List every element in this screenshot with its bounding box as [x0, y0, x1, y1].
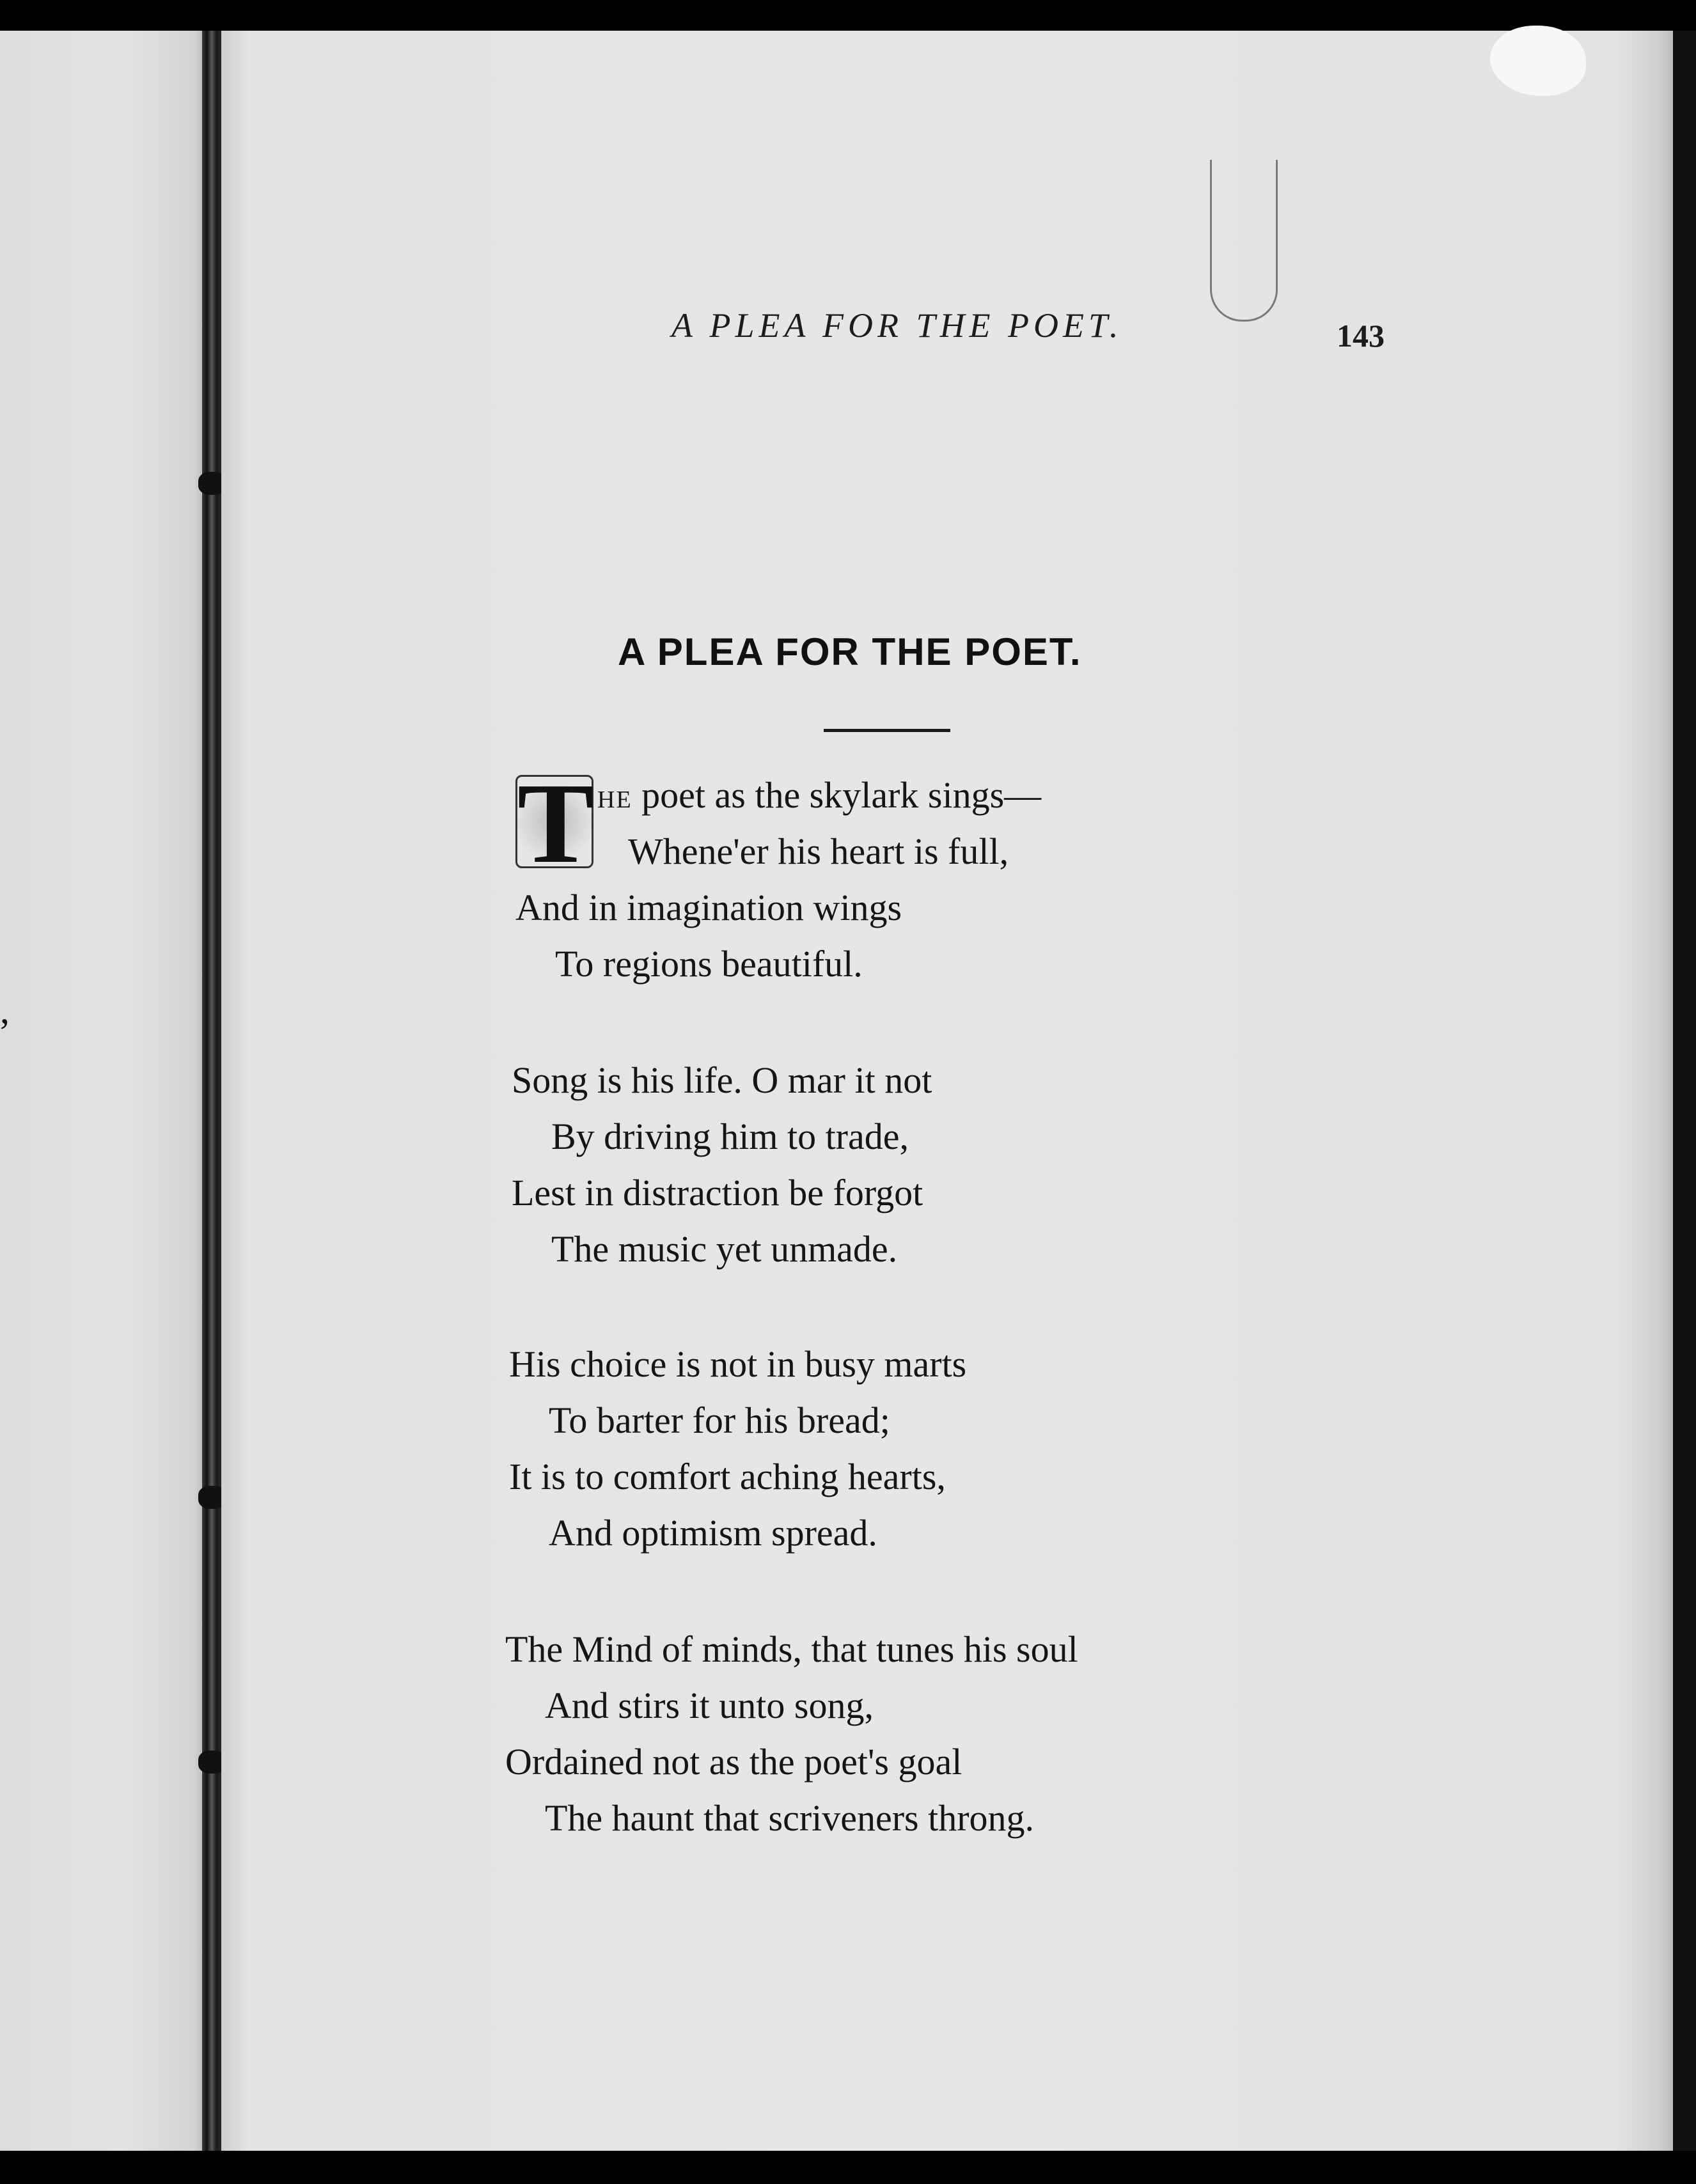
poem-line: To regions beautiful. [555, 943, 863, 985]
poem-line: Lest in distraction be forgot [512, 1172, 923, 1213]
ornamental-drop-cap: T [515, 775, 593, 868]
poem-line: And stirs it unto song, [545, 1685, 874, 1726]
poem-line: And in imagination wings [515, 887, 902, 928]
left-page [0, 31, 203, 2151]
poem-line-text: poet as the skylark sings— [632, 774, 1042, 816]
poem-line: Ordained not as the poet's goal [505, 1741, 962, 1782]
left-page-text-fragment: , [0, 989, 10, 1031]
stanza-3 [509, 1336, 966, 1561]
poem-line: His choice is not in busy marts [509, 1343, 967, 1385]
drop-cap-continuation: he [597, 777, 632, 815]
poem-line: It is to comfort aching hearts, [509, 1456, 946, 1497]
running-head: A PLEA FOR THE POET. [671, 306, 1123, 345]
book-gutter [202, 31, 221, 2151]
page-edge-shadow [1673, 31, 1696, 2151]
title-divider-rule [824, 729, 950, 732]
poem-line: Song is his life. O mar it not [512, 1059, 932, 1101]
poem-line: And optimism spread. [549, 1512, 877, 1554]
poem-line: By driving him to trade, [551, 1116, 909, 1157]
poem-line: The music yet unmade. [551, 1228, 898, 1270]
stanza-1 [515, 767, 1041, 992]
poem-line: The Mind of minds, that tunes his soul [505, 1628, 1078, 1670]
stanza-2 [512, 1052, 932, 1277]
poem-line [515, 767, 1041, 823]
page-number: 143 [1337, 318, 1385, 354]
poem-line: To barter for his bread; [549, 1400, 890, 1441]
pencil-mark [1210, 160, 1278, 322]
poem-line: Whene'er his heart is full, [628, 831, 1009, 872]
poem-title: A PLEA FOR THE POET. [618, 630, 1082, 673]
poem-line: The haunt that scriveners throng. [545, 1797, 1035, 1839]
stanza-4 [505, 1621, 1078, 1846]
